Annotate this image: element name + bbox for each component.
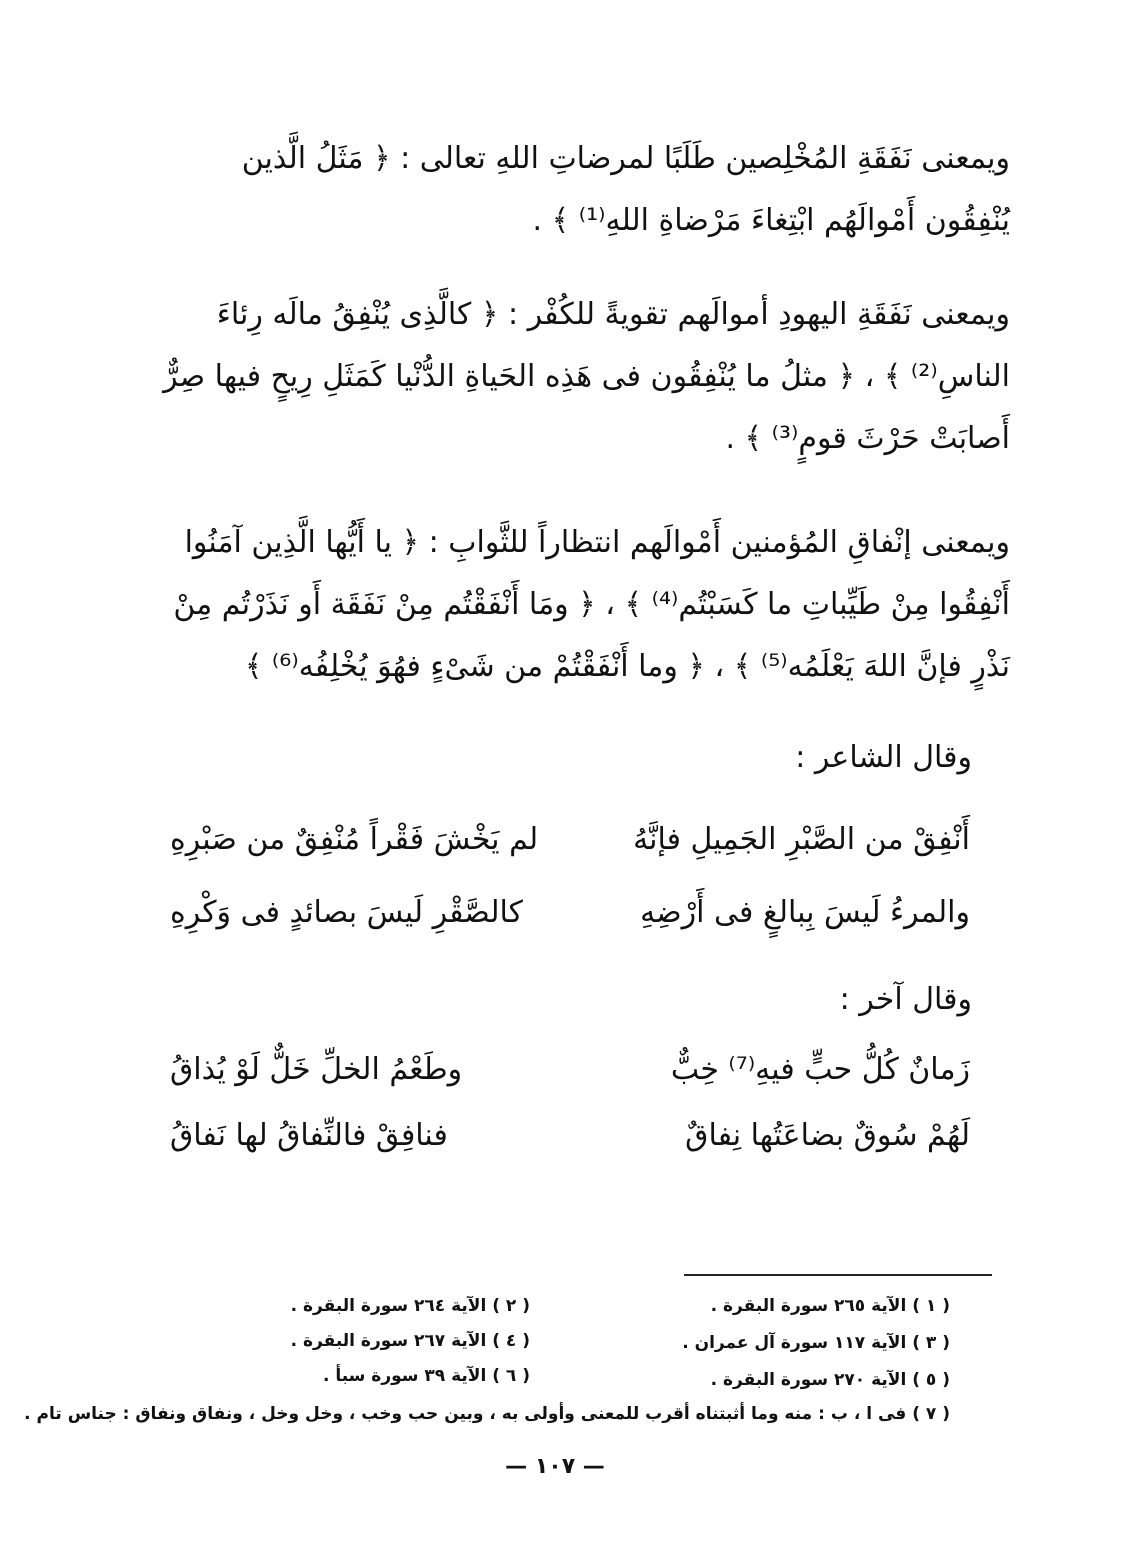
footnote-separator	[684, 1274, 992, 1276]
footnote-7: ( ٧ ) فى ا ، ب : منه وما أثبتناه أقرب للمعنى وأولى به ، وبين حب وخب ، وخل وخل ، ونفاق ونفاق : جناس تام .	[24, 1404, 950, 1424]
verse-second-hemistich: وطَعْمُ الخلِّ خَلٌّ لَوْ يُذاقُ	[170, 1052, 463, 1087]
poem2-heading: وقال آخر :	[839, 982, 972, 1017]
footnote-4: ( ٤ ) الآية ٢٦٧ سورة البقرة .	[290, 1331, 530, 1351]
paragraph-jews-spending: ويمعنى نَفَقَةِ اليهودِ أموالَهم تقويةً للكُفْر : ﴿ كالَّذِى يُنْفِقُ مالَه رِئاءَ الناسِ⁽²⁾ ﴾ ، ﴿ مثلُ ما يُنْفِقُون فى هَذِه الحَياةِ الدُّنْيا كَمَثَلِ رِيحٍ فيها صِرٌّ أَصابَتْ حَرْثَ قومٍ⁽³⁾ ﴾ .	[163, 297, 1010, 456]
poem2-verse-1	[150, 1052, 990, 1112]
verse-second-hemistich: كالصَّقْرِ لَيسَ بصائدٍ فى وَكْرِهِ	[170, 895, 523, 930]
poem1-verse-1	[150, 822, 990, 882]
paragraph-sincere-spending: ويمعنى نَفَقَةِ المُخْلِصين طَلَبًا لمرضاتِ اللهِ تعالى : ﴿ مَثَلُ الَّذين يُنْفِقُون أَمْوالَهُم ابْتِغاءَ مَرْضاةِ اللهِ⁽¹⁾ ﴾ .	[241, 141, 1010, 238]
footnote-2: ( ٢ ) الآية ٢٦٤ سورة البقرة .	[290, 1296, 530, 1316]
footnote-1: ( ١ ) الآية ٢٦٥ سورة البقرة .	[710, 1296, 950, 1316]
poem1-verse-2	[150, 895, 990, 955]
page-number: — ١٠٧ —	[505, 1454, 605, 1479]
verse-first-hemistich: والمرءُ لَيسَ بِبالغٍ فى أَرْضِهِ	[640, 895, 970, 930]
poem1-heading: وقال الشاعر :	[795, 740, 972, 775]
footnote-6: ( ٦ ) الآية ٣٩ سورة سبأ .	[322, 1366, 530, 1386]
footnote-3: ( ٣ ) الآية ١١٧ سورة آل عمران .	[682, 1333, 950, 1353]
verse-first-hemistich: أَنْفِقْ من الصَّبْرِ الجَمِيلِ فإنَّهُ	[633, 822, 970, 857]
verse-first-hemistich: زَمانٌ كُلُّ حبٍّ فيهِ⁽⁷⁾ خِبٌّ	[670, 1052, 970, 1087]
verse-second-hemistich: فنافِقْ فالنِّفاقُ لها نَفاقُ	[170, 1118, 448, 1153]
poem2-verse-2	[150, 1118, 990, 1178]
verse-second-hemistich: لم يَخْشَ فَقْراً مُنْفِقٌ من صَبْرِهِ	[170, 822, 539, 857]
paragraph-believers-spending: ويمعنى إنْفاقِ المُؤمنين أَمْوالَهم انتظاراً للثَّوابِ : ﴿ يا أَيُّها الَّذِين آمَنُوا أَنْفِقُوا مِنْ طَيِّباتِ ما كَسَبْتُم⁽⁴⁾ ﴾ ، ﴿ ومَا أَنْفَقْتُم مِنْ نَفَقَة أَو نَذَرْتُم مِنْ نَذْرٍ فإنَّ اللهَ يَعْلَمُه⁽⁵⁾ ﴾ ، ﴿ وما أَنْفَقْتُمْ من شَىْءٍ فهُوَ يُخْلِفُه⁽⁶⁾ ﴾	[173, 525, 1010, 684]
footnote-5: ( ٥ ) الآية ٢٧٠ سورة البقرة .	[710, 1370, 950, 1390]
verse-first-hemistich: لَهُمْ سُوقٌ بضاعَتُها نِفاقٌ	[685, 1118, 970, 1153]
